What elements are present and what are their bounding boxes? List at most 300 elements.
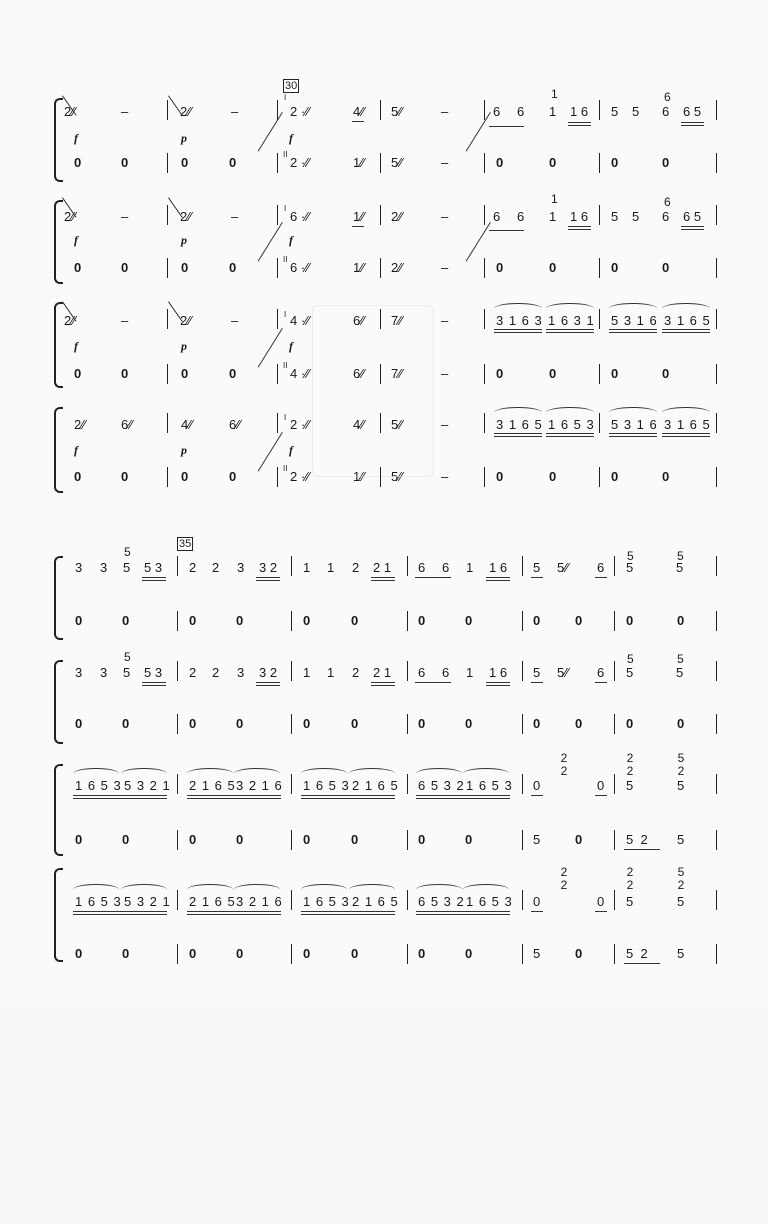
- barline: [484, 413, 485, 433]
- note: 0: [549, 260, 557, 275]
- note: 5⁄⁄: [557, 665, 569, 680]
- note: 3: [75, 665, 83, 680]
- note: –: [441, 417, 449, 432]
- note: 1⁄⁄: [353, 469, 365, 484]
- note: 7⁄⁄: [391, 313, 403, 328]
- chord-top-note: 5: [124, 650, 131, 664]
- barline: [484, 100, 485, 120]
- note: 0: [189, 832, 197, 847]
- barline: [522, 944, 523, 964]
- barline: [277, 153, 278, 173]
- note: 2: [352, 665, 360, 680]
- chord-stack: [624, 866, 636, 892]
- note-group: 1 6 5 3: [75, 894, 122, 909]
- dynamic-piano: p: [181, 131, 187, 145]
- note: 6 5: [683, 104, 702, 119]
- note: 0: [229, 469, 237, 484]
- barline: [599, 258, 600, 278]
- barline: [716, 830, 717, 850]
- barline: [380, 309, 381, 329]
- note: 6: [442, 560, 450, 575]
- dynamic-piano: p: [181, 339, 187, 353]
- beam: [416, 795, 510, 796]
- note: 2 ·⁄⁄: [290, 104, 310, 119]
- note: –: [231, 104, 239, 119]
- barline: [291, 830, 292, 850]
- barline: [407, 890, 408, 910]
- note: 1: [549, 209, 557, 224]
- barline: [380, 205, 381, 225]
- barline: [614, 830, 615, 850]
- slur: [609, 303, 657, 314]
- note: 5: [533, 665, 541, 680]
- beam: [486, 577, 510, 578]
- barline: [599, 413, 600, 433]
- barline: [407, 714, 408, 734]
- note: 0: [575, 716, 583, 731]
- slur: [494, 303, 542, 314]
- note: 0: [549, 155, 557, 170]
- note: 0: [236, 946, 244, 961]
- note-group: 3 1 6 3: [496, 313, 543, 328]
- barline: [291, 714, 292, 734]
- note: 6⁄⁄: [353, 366, 365, 381]
- barline: [716, 556, 717, 576]
- staff-1-lower: [0, 153, 768, 173]
- voice-mark: II: [283, 464, 288, 473]
- beam: [662, 436, 710, 437]
- note: 6: [493, 209, 501, 224]
- beam: [256, 682, 280, 683]
- note-group: 3 1 6 5: [664, 417, 711, 432]
- note: 0: [189, 946, 197, 961]
- note: 2⁄⁄: [64, 104, 76, 119]
- barline: [277, 258, 278, 278]
- note: 0: [351, 613, 359, 628]
- beam: [352, 226, 364, 227]
- slur: [234, 884, 280, 895]
- note: 0: [418, 613, 426, 628]
- barline: [716, 100, 717, 120]
- chord-note: 2: [626, 751, 634, 765]
- note: –: [231, 209, 239, 224]
- chord-note: 2: [626, 865, 634, 879]
- voice-mark: II: [283, 255, 288, 264]
- barline: [522, 890, 523, 910]
- barline: [380, 153, 381, 173]
- barline: [167, 153, 168, 173]
- note: 2 1: [373, 665, 392, 680]
- note: 4⁄⁄: [181, 417, 193, 432]
- barline: [716, 774, 717, 794]
- note: 2⁄⁄: [391, 260, 403, 275]
- note: 2 ·⁄⁄: [290, 417, 310, 432]
- note: 0: [351, 832, 359, 847]
- voice-mark: I: [284, 93, 287, 102]
- note: 0: [465, 946, 473, 961]
- note: 6⁄⁄: [229, 417, 241, 432]
- note: 2⁄⁄: [74, 417, 86, 432]
- note: 2: [212, 665, 220, 680]
- beam: [568, 125, 591, 126]
- note: –: [121, 104, 129, 119]
- barline: [277, 309, 278, 329]
- barline: [407, 944, 408, 964]
- chord-note: 5: [677, 751, 685, 765]
- note: 6: [662, 209, 670, 224]
- note-group: 1 6 5 3: [303, 778, 350, 793]
- beam: [187, 798, 281, 799]
- chord-stack: [675, 752, 687, 778]
- glissando-mark: [258, 328, 283, 368]
- note: 0: [662, 155, 670, 170]
- barline: [484, 205, 485, 225]
- note: 0: [418, 716, 426, 731]
- beam: [662, 332, 710, 333]
- note: 0: [626, 613, 634, 628]
- barline: [177, 830, 178, 850]
- barline: [167, 467, 168, 487]
- barline: [522, 661, 523, 681]
- beam: [352, 121, 364, 122]
- barline: [167, 100, 168, 120]
- note: 5: [632, 209, 640, 224]
- barline: [291, 944, 292, 964]
- note: –: [441, 469, 449, 484]
- barline: [484, 467, 485, 487]
- note: 0: [74, 469, 82, 484]
- staff-7-lower: [0, 830, 768, 850]
- dynamic-forte: f: [289, 443, 293, 457]
- chord-top-note: 6: [664, 195, 671, 209]
- note: –: [121, 209, 129, 224]
- beam: [568, 226, 591, 227]
- slur: [73, 768, 119, 779]
- note: –: [441, 104, 449, 119]
- barline: [522, 830, 523, 850]
- barline: [599, 205, 600, 225]
- note-group: 6 5 3 2: [418, 778, 465, 793]
- note: 5: [677, 946, 685, 961]
- note: 1: [327, 560, 335, 575]
- barline: [291, 661, 292, 681]
- note: 3 2: [259, 560, 278, 575]
- note: 2⁄⁄: [180, 313, 192, 328]
- chord-top-note: 1: [551, 87, 558, 101]
- note: 5: [533, 946, 541, 961]
- barline: [484, 153, 485, 173]
- barline: [167, 258, 168, 278]
- note: 0: [303, 716, 311, 731]
- beam: [568, 229, 591, 230]
- note: 2: [352, 560, 360, 575]
- note: 5: [123, 665, 131, 680]
- barline: [407, 661, 408, 681]
- voice-mark: II: [283, 150, 288, 159]
- note-group: 2 1 6 5: [189, 894, 236, 909]
- beam: [681, 226, 704, 227]
- barline: [716, 661, 717, 681]
- note: 5 2: [626, 946, 648, 961]
- barline: [599, 100, 600, 120]
- voice-mark: I: [284, 204, 287, 213]
- beam: [73, 798, 167, 799]
- note: 0: [465, 832, 473, 847]
- note: 2: [189, 560, 197, 575]
- note: 6: [418, 665, 426, 680]
- note: 0: [549, 469, 557, 484]
- chord-note: 2: [560, 865, 568, 879]
- note-group: 1 6 5 3: [303, 894, 350, 909]
- note: 5: [626, 894, 634, 909]
- note: 6: [597, 560, 605, 575]
- barline: [716, 413, 717, 433]
- note: 1 6: [570, 104, 589, 119]
- beam: [595, 577, 607, 578]
- beam: [681, 122, 704, 123]
- dynamic-piano: p: [181, 443, 187, 457]
- slur: [234, 768, 280, 779]
- note: 0: [575, 613, 583, 628]
- beam: [301, 914, 395, 915]
- barline: [167, 205, 168, 225]
- chord-top-note: 5: [627, 652, 634, 666]
- barline: [716, 364, 717, 384]
- note: 6: [517, 209, 525, 224]
- note: 6⁄⁄: [121, 417, 133, 432]
- barline: [177, 556, 178, 576]
- note: 0: [121, 260, 129, 275]
- staff-2-lower: [0, 258, 768, 278]
- note-group: 2 1 6 5: [189, 778, 236, 793]
- beam: [301, 795, 395, 796]
- note: 0: [74, 366, 82, 381]
- note-group: 3 1 6 5: [496, 417, 543, 432]
- note-group: 5 3 2 1: [124, 894, 171, 909]
- note: 2 ·⁄⁄: [290, 155, 310, 170]
- note: 2 1: [373, 560, 392, 575]
- beam: [595, 795, 607, 796]
- note: 0: [229, 366, 237, 381]
- beam: [531, 911, 543, 912]
- note: 0: [533, 716, 541, 731]
- note: 0: [122, 946, 130, 961]
- chord-note: 2: [626, 878, 634, 892]
- note-group: 6 5 3 2: [418, 894, 465, 909]
- note: 5: [611, 209, 619, 224]
- barline: [522, 556, 523, 576]
- note: 1 6: [489, 560, 508, 575]
- beam: [486, 685, 510, 686]
- note-group: 5 3 1 6: [611, 417, 658, 432]
- note: 0: [181, 155, 189, 170]
- chord-note: 2: [677, 878, 685, 892]
- note-group: 1 6 5 3: [548, 417, 595, 432]
- note: 2⁄⁄: [180, 209, 192, 224]
- chord-note: 2: [560, 764, 568, 778]
- voice-mark: II: [283, 361, 288, 370]
- beam: [546, 433, 594, 434]
- note: 0: [611, 155, 619, 170]
- barline: [167, 413, 168, 433]
- beam: [416, 798, 510, 799]
- beam: [609, 433, 657, 434]
- note: 0: [496, 260, 504, 275]
- slur: [301, 768, 347, 779]
- note: 5 2: [626, 832, 648, 847]
- beam: [609, 332, 657, 333]
- chord-note: 2: [560, 878, 568, 892]
- beam: [371, 685, 395, 686]
- note: 0: [236, 613, 244, 628]
- barline: [716, 890, 717, 910]
- dynamic-forte: f: [74, 233, 78, 247]
- faint-watermark-shape: [312, 305, 434, 477]
- barline: [522, 774, 523, 794]
- slur: [494, 407, 542, 418]
- beam: [494, 433, 542, 434]
- note: 6 ·⁄⁄: [290, 209, 310, 224]
- dynamic-forte: f: [74, 443, 78, 457]
- note: –: [441, 313, 449, 328]
- note: 1 6: [570, 209, 589, 224]
- note: 0: [351, 716, 359, 731]
- note: 4 ·⁄⁄: [290, 313, 310, 328]
- staff-7-upper: [0, 776, 768, 796]
- note: 6⁄⁄: [353, 313, 365, 328]
- barline: [407, 774, 408, 794]
- staff-5-lower: [0, 611, 768, 631]
- barline: [716, 611, 717, 631]
- slur: [73, 884, 119, 895]
- note: 0: [575, 946, 583, 961]
- beam: [371, 580, 395, 581]
- barline: [380, 364, 381, 384]
- chord-note: 5: [677, 865, 685, 879]
- chord-stack: [624, 752, 636, 778]
- note: 6: [662, 104, 670, 119]
- beam: [415, 682, 451, 683]
- note: 5⁄⁄: [391, 469, 403, 484]
- beam: [681, 229, 704, 230]
- barline: [716, 258, 717, 278]
- voice-mark: I: [284, 413, 287, 422]
- beam: [142, 682, 166, 683]
- slur: [121, 768, 167, 779]
- note: 1: [303, 665, 311, 680]
- beam: [187, 911, 281, 912]
- staff-2-upper: [0, 207, 768, 227]
- note: 3: [237, 665, 245, 680]
- note: 0: [122, 613, 130, 628]
- beam: [662, 329, 710, 330]
- note: 0: [662, 366, 670, 381]
- barline: [380, 413, 381, 433]
- note: 0: [75, 946, 83, 961]
- note: 6: [493, 104, 501, 119]
- barline: [277, 100, 278, 120]
- note: 0: [496, 155, 504, 170]
- rehearsal-mark-30: 30: [285, 80, 298, 92]
- barline: [614, 944, 615, 964]
- note: 0: [189, 716, 197, 731]
- note: 0: [74, 260, 82, 275]
- note: 5: [677, 894, 685, 909]
- dynamic-forte: f: [289, 131, 293, 145]
- note: 5: [611, 104, 619, 119]
- note: 5⁄⁄: [391, 104, 403, 119]
- note: 3: [100, 665, 108, 680]
- barline: [614, 556, 615, 576]
- dynamic-forte: f: [74, 339, 78, 353]
- note: 1⁄⁄: [353, 260, 365, 275]
- note-group: 1 6 5 3: [466, 778, 513, 793]
- beam: [486, 580, 510, 581]
- dynamic-forte: f: [74, 131, 78, 145]
- barline: [599, 467, 600, 487]
- note-group: 5 3 2 1: [124, 778, 171, 793]
- note: 0: [465, 716, 473, 731]
- beam: [371, 577, 395, 578]
- note: 6: [418, 560, 426, 575]
- beam: [301, 798, 395, 799]
- beam: [681, 125, 704, 126]
- note: 4⁄⁄: [353, 417, 365, 432]
- barline: [484, 364, 485, 384]
- barline: [614, 774, 615, 794]
- beam: [546, 329, 594, 330]
- beam: [416, 911, 510, 912]
- barline: [484, 258, 485, 278]
- barline: [614, 714, 615, 734]
- barline: [716, 714, 717, 734]
- beam: [494, 332, 542, 333]
- beam: [624, 963, 660, 964]
- note: 0: [533, 894, 541, 909]
- note: 4⁄⁄: [353, 104, 365, 119]
- note: 5: [676, 665, 684, 680]
- staff-1-upper: [0, 102, 768, 122]
- note: 2: [189, 665, 197, 680]
- note: 6: [597, 665, 605, 680]
- note: –: [441, 260, 449, 275]
- beam: [73, 911, 167, 912]
- note: 0: [181, 366, 189, 381]
- slur: [546, 407, 594, 418]
- note: 0: [626, 716, 634, 731]
- note-group: 5 3 1 6: [611, 313, 658, 328]
- note: 5: [677, 778, 685, 793]
- slur: [662, 407, 710, 418]
- barline: [167, 364, 168, 384]
- beam: [624, 849, 660, 850]
- note: 0: [122, 716, 130, 731]
- beam: [531, 795, 543, 796]
- beam: [531, 682, 543, 683]
- barline: [407, 830, 408, 850]
- note: 0: [575, 832, 583, 847]
- note: 2⁄⁄: [64, 313, 76, 328]
- note: 1: [327, 665, 335, 680]
- barline: [177, 611, 178, 631]
- note: 0: [418, 832, 426, 847]
- glissando-mark: [466, 222, 491, 262]
- beam: [142, 685, 166, 686]
- note: 0: [75, 716, 83, 731]
- barline: [716, 467, 717, 487]
- barline: [716, 153, 717, 173]
- beam: [609, 436, 657, 437]
